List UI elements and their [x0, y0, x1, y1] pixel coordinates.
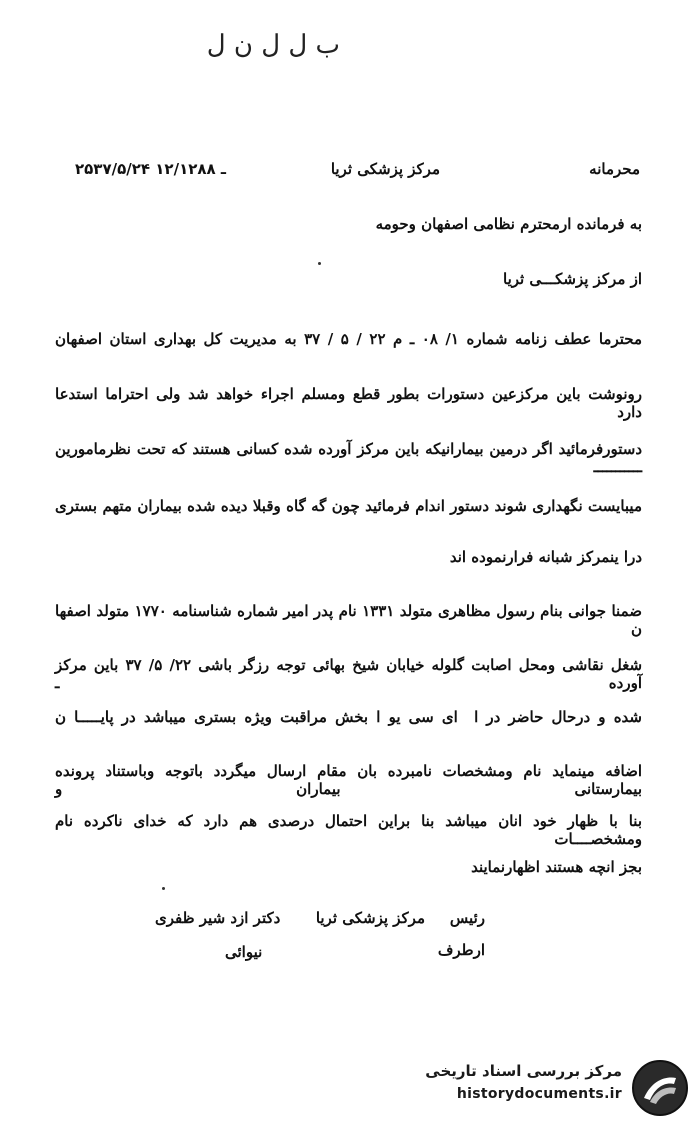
body-line: درا ینمرکز شبانه فرارنموده اند [449, 548, 642, 566]
body-line: بجز انچه هستند اظهارنمایند [471, 858, 642, 876]
signature-note-left: ارطرف [437, 941, 485, 959]
body-line: شغل نقاشی ومحل اصابت گلوله خیابان شیخ بهائی توجه رزگر باشی ۲۲/ ۵/ ۳۷ باین مرکز آورده ـ [55, 656, 643, 692]
signature-role: رئیس [449, 909, 485, 927]
signature-block [155, 905, 485, 975]
archive-footer-text [407, 1062, 622, 1102]
body-line: ضمنا جوانی بنام رسول مظاهری متولد ۱۳۳۱ نام پدر امیر شماره شناسنامه ۱۷۷۰ متولد اصفها ن [55, 602, 642, 638]
addressee-to: به فرمانده ارمحترم نظامی اصفهان وحومه [375, 215, 642, 233]
body-line: رونوشت باین مرکزعین دستورات بطور قطع ومسلم اجراء خواهد شد ولی احتراما استدعا دارد [55, 385, 642, 421]
body-line: میبایست نگهداری شوند دستور اندام فرمائید چون گه گاه وقبلا دیده شده بیماران متهم بستری [55, 497, 642, 515]
signature-center: مرکز پزشکی ثریا [315, 909, 425, 927]
signature-note-under: نیوائی [225, 943, 263, 961]
paper-speck [162, 887, 165, 890]
letter-header [75, 160, 640, 190]
body-line: شده و درحال حاضر در ‌ا ‌ ای سی یو ا بخش مراقبت ویژه بستری میباشد در پایـــــا ن [55, 708, 642, 726]
body-line: دستورفرمائید اگر درمین بیمارانیکه باین مرکز آورده شده کسانی هستند که تحت نظرمامورین ـــــــــــ [55, 440, 642, 476]
confidential-label: محرمانه [589, 160, 640, 178]
archive-name: مرکز بررسی اسناد تاریخی [425, 1062, 622, 1080]
addressee-from: از مرکز پزشکـــی ثریا [503, 270, 642, 288]
archive-footer [405, 1058, 690, 1118]
body-line: اضافه مینماید نام ومشخصات نامبرده بان مقام ارسال میگردد باتوجه وباستناد پرونده بیمارستانی بیماران و [55, 762, 642, 798]
paper-speck [318, 262, 321, 265]
archive-website: historydocuments.ir [456, 1086, 622, 1102]
archive-logo-icon [630, 1058, 690, 1118]
sender-center: مرکز پزشکی ثریا [330, 160, 440, 178]
top-handwritten-marks: ب ل ل ن ل [206, 30, 340, 60]
signature-name: دکتر ازد شیر ظفری [155, 909, 281, 927]
letter-number: ۲۵۳۷/۵/۲۴ ـ ۱۲/۱۲۸۸ [75, 160, 227, 178]
body-line: بنا با ظهار خود انان میباشد بنا براین احتمال درصدی هم دارد که خدای ناکرده نام ومشخصــــات [55, 812, 642, 848]
body-line: محترما عطف زنامه شماره ۱/ ۰۸ ـ م ۲۲ / ۵ / ۳۷ به مدیریت کل بهداری استان اصفهان [55, 330, 642, 348]
